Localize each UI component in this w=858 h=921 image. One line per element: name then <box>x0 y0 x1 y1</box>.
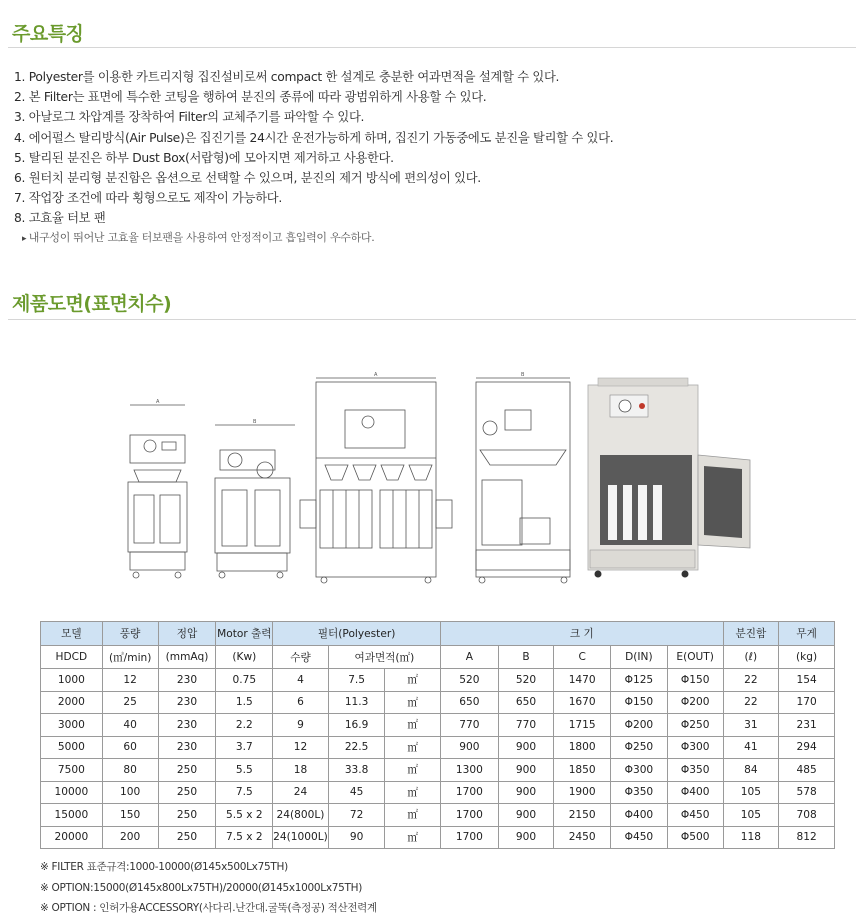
table-header-cell: D(IN) <box>611 646 668 669</box>
feature-item: 5. 탈리된 분진은 하부 Dust Box(서랍형)에 모아지면 제거하고 사용한다. <box>14 150 394 165</box>
table-cell: Φ300 <box>611 759 668 782</box>
table-cell: 1000 <box>41 669 103 692</box>
table-cell: 41 <box>723 736 779 759</box>
table-header-cell: B <box>498 646 554 669</box>
table-header-cell: A <box>441 646 499 669</box>
table-cell: 1700 <box>441 826 499 849</box>
table-header-cell: 여과면적(㎡) <box>328 646 440 669</box>
table-header-cell: (ℓ) <box>723 646 779 669</box>
feature-sub-item: ▸ 내구성이 뛰어난 고효율 터보팬을 사용하여 안정적이고 흡입력이 우수하다. <box>14 229 854 248</box>
drawing-side-large <box>476 372 570 583</box>
table-cell: 5.5 x 2 <box>216 804 273 827</box>
table-cell: 1.5 <box>216 691 273 714</box>
table-cell: 7.5 <box>328 669 385 692</box>
table-cell: 900 <box>498 736 554 759</box>
table-cell: 11.3 <box>328 691 385 714</box>
feature-item: 2. 본 Filter는 표면에 특수한 코팅을 행하여 분진의 종류에 따라 광범위하게 사용할 수 있다. <box>14 90 487 105</box>
table-cell: 770 <box>498 714 554 737</box>
notes <box>40 857 377 919</box>
table-cell: 7500 <box>41 759 103 782</box>
dim-label: A <box>374 372 378 378</box>
feature-item: 4. 에어펄스 탈리방식(Air Pulse)은 집진기를 24시간 운전가능하게 하며, 집진기 가동중에도 분진을 탈리할 수 있다. <box>14 130 614 145</box>
table-cell: 230 <box>158 691 216 714</box>
table-cell: ㎡ <box>385 736 441 759</box>
table-cell: 5000 <box>41 736 103 759</box>
product-drawings <box>120 370 760 585</box>
table-cell: 900 <box>498 759 554 782</box>
table-cell: Φ400 <box>667 781 723 804</box>
table-cell: 118 <box>723 826 779 849</box>
table-cell: 250 <box>158 759 216 782</box>
table-cell: 578 <box>779 781 835 804</box>
drawing-front-small <box>128 399 187 578</box>
table-row <box>41 759 835 782</box>
table-cell: 24 <box>273 781 329 804</box>
dim-label: A <box>156 399 160 405</box>
spec-table <box>40 621 835 849</box>
table-cell: 16.9 <box>328 714 385 737</box>
table-cell: Φ350 <box>611 781 668 804</box>
table-cell: 15000 <box>41 804 103 827</box>
table-cell: 230 <box>158 736 216 759</box>
table-cell: 1700 <box>441 781 499 804</box>
table-cell: 3.7 <box>216 736 273 759</box>
table-header-cell: 필터(Polyester) <box>273 622 441 646</box>
table-cell: Φ250 <box>611 736 668 759</box>
table-cell: 33.8 <box>328 759 385 782</box>
table-cell: Φ150 <box>611 691 668 714</box>
table-cell: 12 <box>273 736 329 759</box>
table-cell: 10000 <box>41 781 103 804</box>
table-header-cell: 크 기 <box>441 622 724 646</box>
table-cell: 900 <box>441 736 499 759</box>
table-row <box>41 714 835 737</box>
table-row <box>41 691 835 714</box>
section-divider <box>8 319 856 320</box>
table-cell: 1470 <box>554 669 611 692</box>
table-header-cell: HDCD <box>41 646 103 669</box>
product-photo <box>588 378 750 578</box>
drawing-front-large <box>300 372 452 583</box>
table-cell: 1800 <box>554 736 611 759</box>
table-cell: 45 <box>328 781 385 804</box>
table-cell: 72 <box>328 804 385 827</box>
table-cell: 40 <box>102 714 158 737</box>
table-cell: 1850 <box>554 759 611 782</box>
section-title-drawings: 제품도면(표면치수) <box>12 293 172 315</box>
table-body <box>41 669 835 849</box>
table-row <box>41 804 835 827</box>
table-header-cell: C <box>554 646 611 669</box>
table-cell: 2150 <box>554 804 611 827</box>
table-cell: Φ200 <box>667 691 723 714</box>
table-cell: 708 <box>779 804 835 827</box>
table-cell: ㎡ <box>385 804 441 827</box>
table-cell: 770 <box>441 714 499 737</box>
table-cell: 650 <box>441 691 499 714</box>
table-cell: 1300 <box>441 759 499 782</box>
table-cell: 4 <box>273 669 329 692</box>
table-header-cell: 모델 <box>41 622 103 646</box>
dim-label: B <box>253 419 257 425</box>
section-divider <box>8 47 856 48</box>
feature-item: 1. Polyester를 이용한 카트리지형 집진설비로써 compact 한 설계로 충분한 여과면적을 설계할 수 있다. <box>14 70 560 84</box>
table-row <box>41 736 835 759</box>
table-cell: 900 <box>498 781 554 804</box>
table-cell: 7.5 <box>216 781 273 804</box>
feature-item: 6. 원터치 분리형 분진함은 옵션으로 선택할 수 있으며, 분진의 제거 방식에 편의성이 있다. <box>14 171 481 186</box>
table-row <box>41 826 835 849</box>
table-header-cell: (mmAq) <box>158 646 216 669</box>
table-header-cell: (kg) <box>779 646 835 669</box>
table-cell: 231 <box>779 714 835 737</box>
table-row <box>41 781 835 804</box>
table-cell: Φ500 <box>667 826 723 849</box>
table-cell: 80 <box>102 759 158 782</box>
table-cell: 0.75 <box>216 669 273 692</box>
table-cell: Φ250 <box>667 714 723 737</box>
note-item: ※ FILTER 표준규격:1000-10000(Ø145x500Lx75TH) <box>40 861 288 873</box>
table-cell: 31 <box>723 714 779 737</box>
table-cell: 25 <box>102 691 158 714</box>
table-cell: ㎡ <box>385 781 441 804</box>
table-cell: 100 <box>102 781 158 804</box>
table-cell: ㎡ <box>385 759 441 782</box>
dim-label: B <box>521 372 525 378</box>
table-cell: 1700 <box>441 804 499 827</box>
feature-item: 8. 고효율 터보 팬 <box>14 211 106 226</box>
table-cell: 5.5 <box>216 759 273 782</box>
table-cell: 250 <box>158 804 216 827</box>
features-list <box>14 67 854 248</box>
table-header-cell: Motor 출력 <box>216 622 273 646</box>
table-cell: ㎡ <box>385 669 441 692</box>
table-cell: 1670 <box>554 691 611 714</box>
table-cell: 105 <box>723 804 779 827</box>
table-cell: 60 <box>102 736 158 759</box>
table-cell: 520 <box>441 669 499 692</box>
table-cell: ㎡ <box>385 691 441 714</box>
table-header-cell: (㎥/min) <box>102 646 158 669</box>
note-item: ※ OPTION : 인허가용ACCESSORY(사다리.난간대.굴뚝(측정공) 적산전력계 <box>40 902 377 914</box>
table-cell: 7.5 x 2 <box>216 826 273 849</box>
table-cell: 84 <box>723 759 779 782</box>
table-cell: 12 <box>102 669 158 692</box>
table-cell: 22 <box>723 691 779 714</box>
feature-item: 3. 아날로그 차압계를 장착하여 Filter의 교체주기를 파악할 수 있다. <box>14 110 365 125</box>
table-subheader-row <box>41 646 835 669</box>
table-header-cell: 무게 <box>779 622 835 646</box>
table-cell: 250 <box>158 781 216 804</box>
table-header-cell: (Kw) <box>216 646 273 669</box>
table-cell: 230 <box>158 669 216 692</box>
table-cell: 6 <box>273 691 329 714</box>
table-cell: Φ150 <box>667 669 723 692</box>
table-cell: 3000 <box>41 714 103 737</box>
table-cell: 22 <box>723 669 779 692</box>
feature-item: 7. 작업장 조건에 따라 횡형으로도 제작이 가능하다. <box>14 191 282 206</box>
table-cell: 520 <box>498 669 554 692</box>
table-cell: 105 <box>723 781 779 804</box>
table-header-cell: E(OUT) <box>667 646 723 669</box>
table-cell: 20000 <box>41 826 103 849</box>
section-title-features: 주요특징 <box>12 23 84 45</box>
table-cell: 154 <box>779 669 835 692</box>
table-cell: 24(1000L) <box>273 826 329 849</box>
table-header-cell: 수량 <box>273 646 329 669</box>
table-cell: 1900 <box>554 781 611 804</box>
table-cell: ㎡ <box>385 826 441 849</box>
table-cell: 485 <box>779 759 835 782</box>
table-cell: Φ450 <box>667 804 723 827</box>
table-header-row <box>41 622 835 646</box>
table-cell: Φ350 <box>667 759 723 782</box>
table-cell: 230 <box>158 714 216 737</box>
table-cell: 2.2 <box>216 714 273 737</box>
table-cell: 294 <box>779 736 835 759</box>
table-cell: 9 <box>273 714 329 737</box>
table-cell: Φ400 <box>611 804 668 827</box>
table-cell: 812 <box>779 826 835 849</box>
table-cell: 90 <box>328 826 385 849</box>
table-header-cell: 풍량 <box>102 622 158 646</box>
table-cell: 650 <box>498 691 554 714</box>
table-cell: 900 <box>498 826 554 849</box>
table-cell: 2000 <box>41 691 103 714</box>
table-cell: Φ450 <box>611 826 668 849</box>
table-cell: 22.5 <box>328 736 385 759</box>
table-cell: Φ200 <box>611 714 668 737</box>
table-cell: 150 <box>102 804 158 827</box>
table-row <box>41 669 835 692</box>
drawing-side-small <box>215 419 295 578</box>
table-cell: Φ300 <box>667 736 723 759</box>
table-cell: 170 <box>779 691 835 714</box>
table-header-cell: 정압 <box>158 622 216 646</box>
table-cell: 18 <box>273 759 329 782</box>
table-cell: 24(800L) <box>273 804 329 827</box>
table-cell: Φ125 <box>611 669 668 692</box>
table-cell: ㎡ <box>385 714 441 737</box>
table-cell: 250 <box>158 826 216 849</box>
note-item: ※ OPTION:15000(Ø145x800Lx75TH)/20000(Ø145x1000Lx75TH) <box>40 881 362 894</box>
table-cell: 200 <box>102 826 158 849</box>
table-cell: 900 <box>498 804 554 827</box>
table-header-cell: 분진함 <box>723 622 779 646</box>
table-cell: 1715 <box>554 714 611 737</box>
table-cell: 2450 <box>554 826 611 849</box>
